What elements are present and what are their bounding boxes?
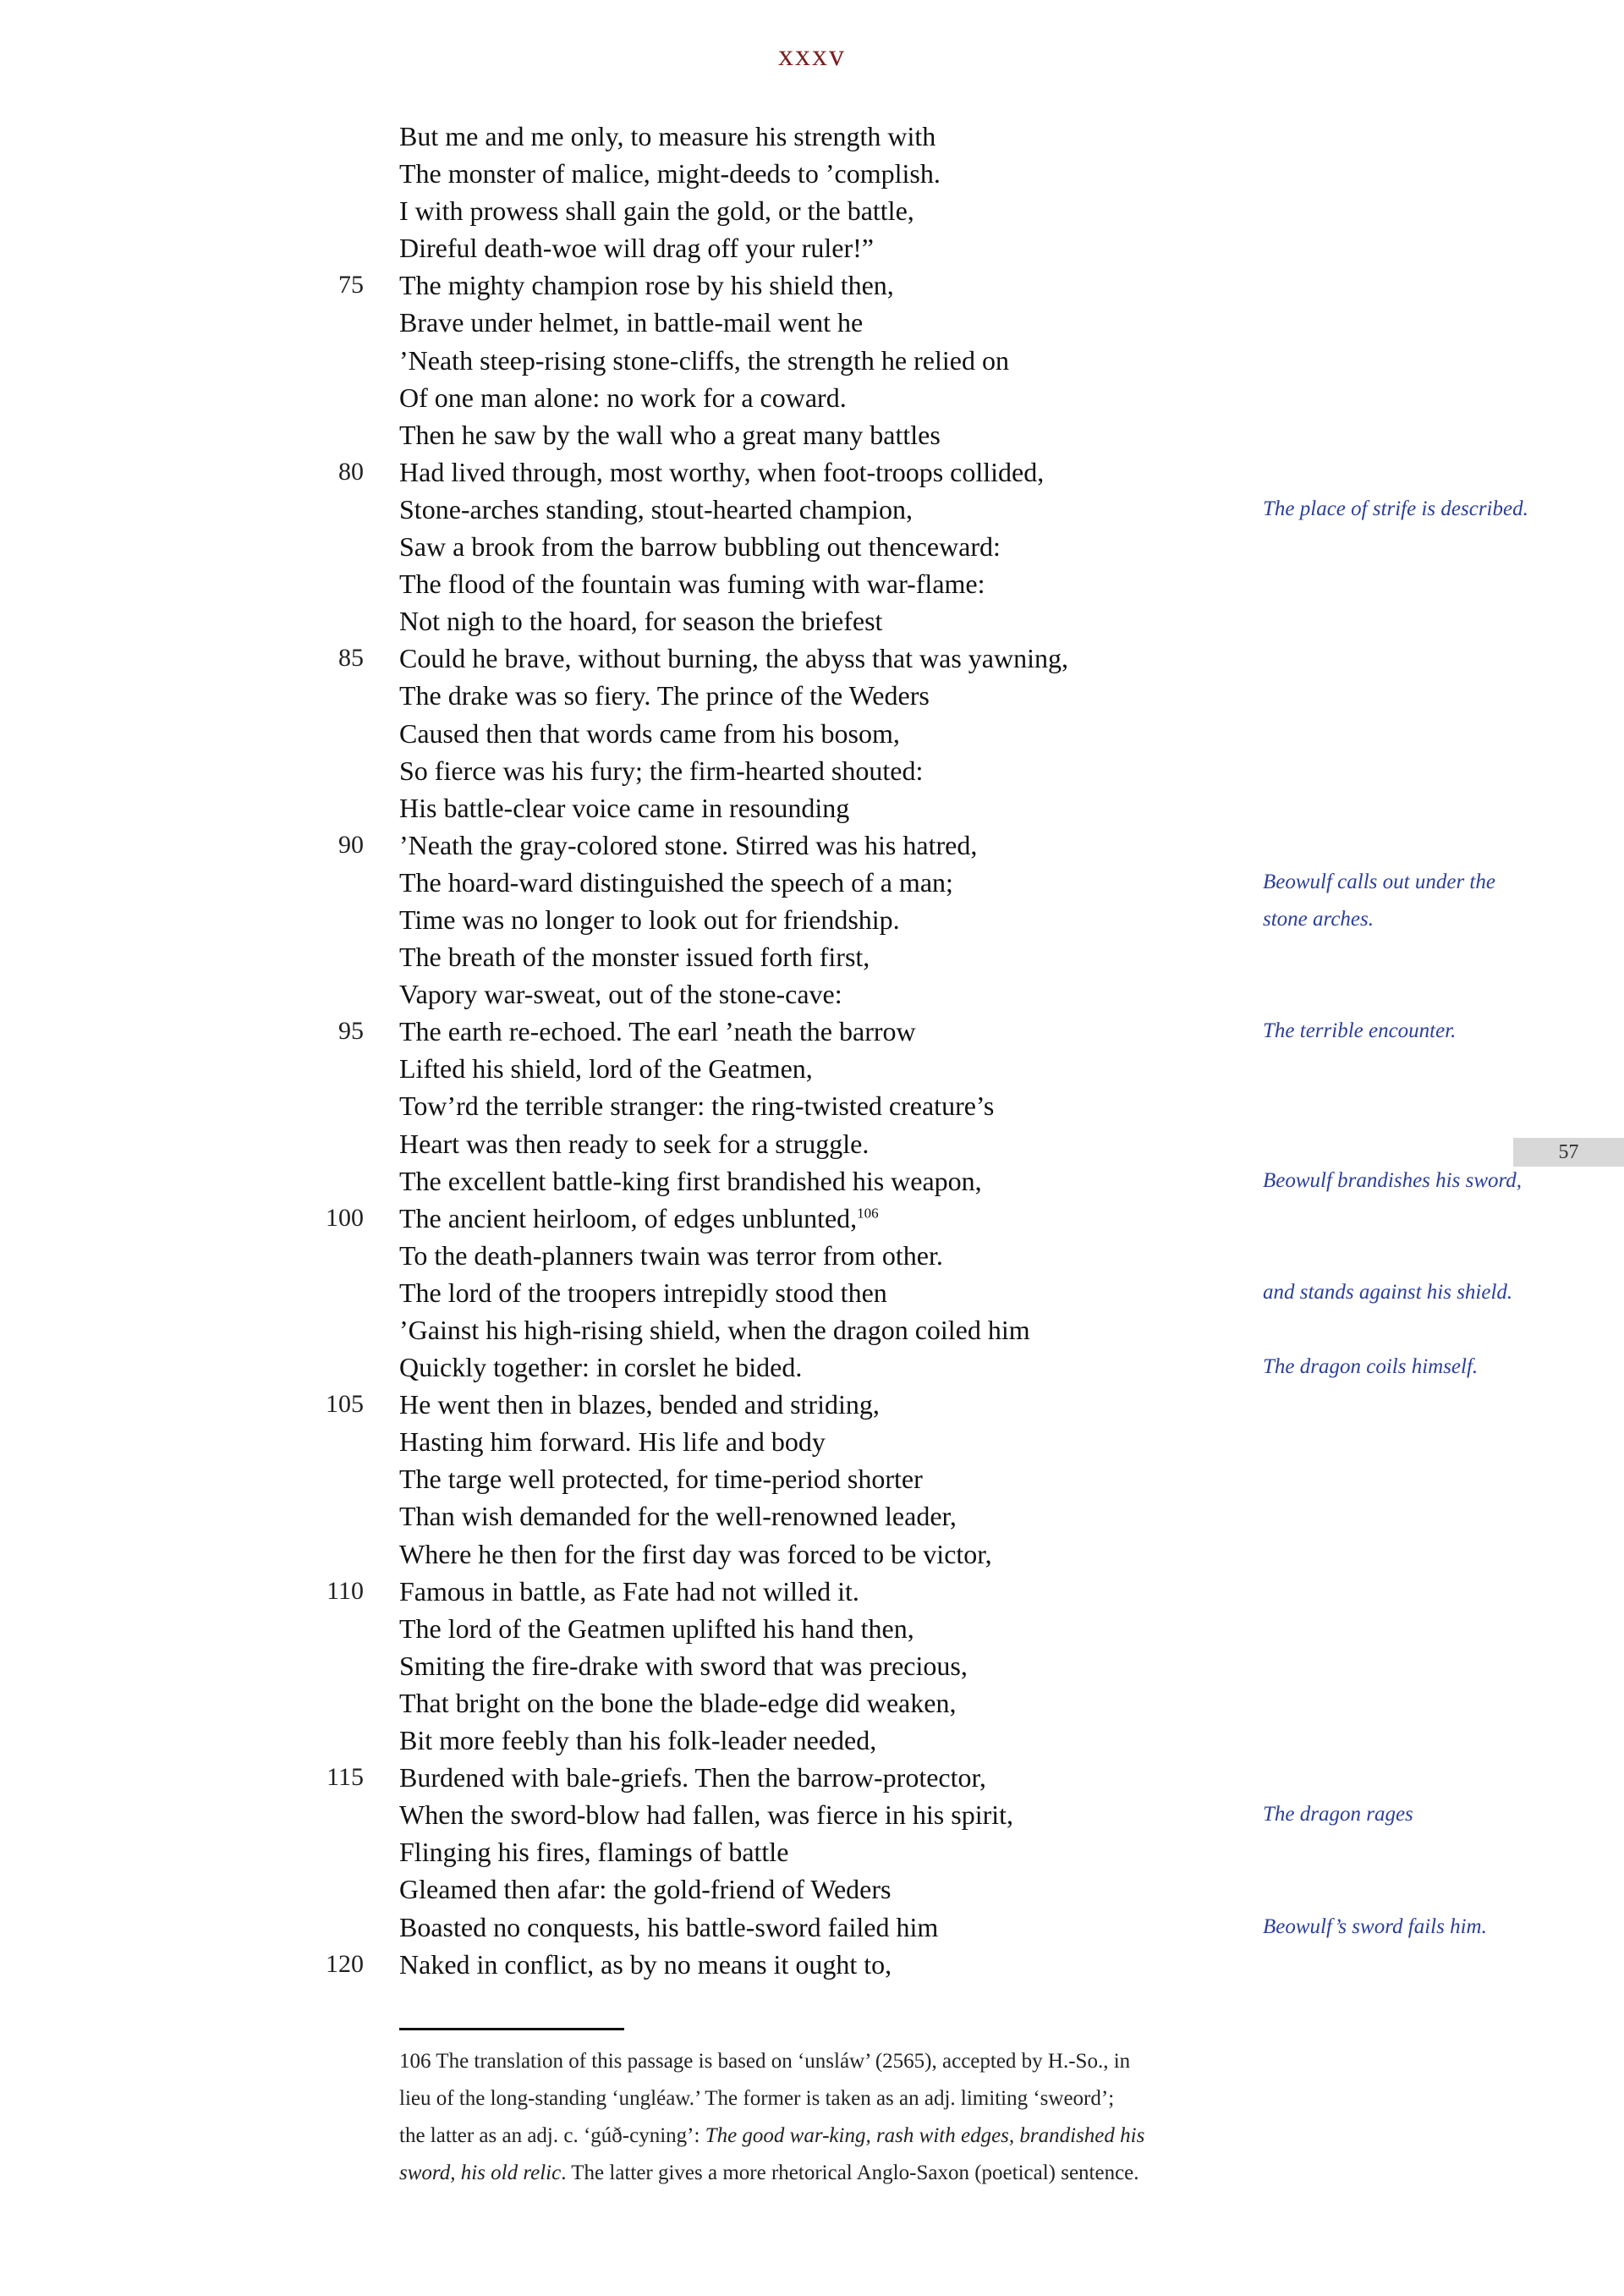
line-text (399, 1162, 982, 1200)
line-number: 85 (338, 644, 364, 673)
line-text (399, 677, 930, 714)
line-text-content: Gleamed then afar: the gold-friend of Weders (399, 1874, 892, 1905)
line-text-content: Than wish demanded for the well-renowned leader, (399, 1501, 957, 1532)
line-text (399, 342, 1009, 379)
line-text (399, 1535, 992, 1573)
line-text (399, 1796, 1013, 1833)
margin-note: Beowulf brandishes his sword, (1263, 1168, 1522, 1192)
line-text (399, 453, 1044, 491)
line-number: 110 (326, 1576, 364, 1605)
poem-line (0, 1237, 1624, 1274)
line-text (399, 565, 985, 602)
margin-note: The dragon rages (1263, 1803, 1413, 1826)
margin-note: and stands against his shield. (1263, 1280, 1513, 1304)
poem-line (0, 1013, 1624, 1050)
line-text (399, 118, 935, 155)
poem-line (0, 229, 1624, 266)
poem-line (0, 1311, 1624, 1348)
line-text (399, 1460, 923, 1497)
line-text-content: ’Neath the gray-colored stone. Stirred was his hatred, (399, 829, 978, 860)
line-text-content: ’Gainst his high-rising shield, when the dragon coiled him (399, 1315, 1030, 1345)
footnote-line-1: 106 The translation of this passage is based on ‘unsláw’ (2565), accepted by H.-So., in (399, 2050, 1131, 2073)
poem-line (0, 1087, 1624, 1124)
line-text (399, 901, 900, 938)
poem-line (0, 1125, 1624, 1162)
line-text (399, 304, 863, 341)
line-text (399, 1200, 879, 1237)
page-number-tab: 57 (1513, 1138, 1624, 1167)
footnote-reference[interactable]: 106 (857, 1205, 879, 1222)
line-number: 95 (338, 1017, 364, 1046)
poem-line (0, 379, 1624, 416)
poem-line (0, 416, 1624, 453)
line-text (399, 1497, 957, 1535)
line-text (399, 1684, 956, 1722)
poem-line (0, 1386, 1624, 1423)
line-text-content: Lifted his shield, lord of the Geatmen, (399, 1053, 813, 1085)
line-text (399, 1386, 880, 1423)
line-text-content: Heart was then ready to seek for a struggle. (399, 1128, 870, 1159)
poem-line (0, 1050, 1624, 1087)
poem-line (0, 1684, 1624, 1722)
poem-line (0, 1909, 1624, 1946)
footnote-line-4 (399, 2155, 1245, 2192)
footnote-line-3-italic: The good war-king, rash with edges, brandished his (705, 2124, 1145, 2147)
line-text-content: So fierce was his fury; the firm-hearted shouted: (399, 755, 924, 786)
poem-line (0, 1535, 1624, 1573)
line-text (399, 528, 1001, 565)
line-text (399, 1647, 968, 1684)
line-text-content: When the sword-blow had fallen, was fierce in his spirit, (399, 1799, 1014, 1831)
line-text (399, 827, 977, 864)
line-text-content: The lord of the Geatmen uplifted his hand then, (399, 1612, 914, 1644)
line-text-content: Saw a brook from the barrow bubbling out thenceward: (399, 531, 1001, 563)
line-text (399, 192, 914, 229)
line-text-content: Of one man alone: no work for a coward. (399, 382, 847, 413)
poem-line (0, 602, 1624, 640)
line-text-content: Quickly together: in corslet he bided. (399, 1352, 803, 1383)
line-text (399, 640, 1068, 677)
line-text-content: Had lived through, most worthy, when foot-troops collided, (399, 456, 1045, 487)
line-text (399, 229, 874, 266)
line-text (399, 789, 849, 827)
poem-line (0, 1573, 1624, 1610)
line-text-content: The ancient heirloom, of edges unblunted, (399, 1202, 858, 1233)
line-text (399, 155, 941, 192)
line-text (399, 1946, 892, 1983)
line-text-content: The monster of malice, might-deeds to ’complish. (399, 158, 941, 190)
line-text-content: The breath of the monster issued forth first, (399, 942, 870, 973)
line-text (399, 602, 882, 640)
poem-line (0, 1274, 1624, 1311)
poem-line (0, 677, 1624, 714)
footnote-line-3 (399, 2117, 1245, 2155)
line-text (399, 1909, 938, 1946)
footnote-line-4-plain: . The latter gives a more rhetorical Anglo-Saxon (poetical) sentence. (561, 2161, 1139, 2184)
poem-line (0, 1162, 1624, 1200)
poem-line (0, 491, 1624, 528)
margin-note: The terrible encounter. (1263, 1019, 1457, 1043)
line-text-content: That bright on the bone the blade-edge did weaken, (399, 1687, 957, 1718)
poem-line (0, 1946, 1624, 1983)
line-text (399, 416, 941, 453)
line-text-content: Not nigh to the hoard, for season the briefest (399, 606, 883, 637)
line-number: 105 (326, 1390, 364, 1419)
poem-line (0, 266, 1624, 304)
line-text (399, 1573, 859, 1610)
poem-body (0, 118, 1624, 1983)
line-text-content: The hoard-ward distinguished the speech of a man; (399, 866, 953, 898)
line-text-content: Direful death-woe will drag off your ruler!” (399, 233, 874, 264)
line-text (399, 1348, 802, 1386)
line-text-content: The flood of the fountain was fuming with war-flame: (399, 569, 985, 600)
line-text-content: Brave under helmet, in battle-mail went he (399, 307, 864, 338)
footnote-line-3-plain: the latter as an adj. c. ‘gúð-cyning’: (399, 2124, 705, 2147)
line-text (399, 1125, 869, 1162)
line-text-content: Tow’rd the terrible stranger: the ring-twisted creature’s (399, 1090, 995, 1122)
line-text-content: The lord of the troopers intrepidly stood then (399, 1277, 887, 1308)
line-text (399, 1722, 876, 1759)
line-text (399, 491, 913, 528)
poem-line (0, 304, 1624, 341)
line-text-content: Time was no longer to look out for friendship. (399, 904, 900, 935)
poem-line (0, 1759, 1624, 1796)
poem-line (0, 1497, 1624, 1535)
poem-line (0, 565, 1624, 602)
line-text-content: ’Neath steep-rising stone-cliffs, the strength he relied on (399, 344, 1009, 376)
poem-line (0, 715, 1624, 752)
line-text-content: To the death-planners twain was terror from other. (399, 1239, 943, 1271)
line-text-content: Hasting him forward. His life and body (399, 1426, 826, 1458)
line-text-content: But me and me only, to measure his strength with (399, 121, 936, 151)
poem-line (0, 975, 1624, 1013)
line-text-content: He went then in blazes, bended and striding, (399, 1389, 880, 1420)
line-text (399, 1610, 914, 1647)
line-text-content: The drake was so fiery. The prince of the Weders (399, 680, 930, 711)
line-text (399, 938, 870, 975)
poem-line (0, 342, 1624, 379)
poem-line (0, 155, 1624, 192)
poem-line (0, 789, 1624, 827)
poem-line (0, 1200, 1624, 1237)
line-text-content: Where he then for the first day was forced to be victor, (399, 1538, 992, 1569)
line-text (399, 1237, 943, 1274)
line-text-content: Boasted no conquests, his battle-sword failed him (399, 1911, 939, 1942)
poem-line (0, 1722, 1624, 1759)
poem-line (0, 1796, 1624, 1833)
line-text-content: The excellent battle-king first brandished his weapon, (399, 1165, 982, 1196)
line-text-content: His battle-clear voice came in resounding (399, 792, 850, 823)
poem-line (0, 118, 1624, 155)
line-text (399, 1050, 813, 1087)
line-text-content: Famous in battle, as Fate had not willed it. (399, 1575, 859, 1607)
poem-line (0, 938, 1624, 975)
footnote-line-4-italic: sword, his old relic (399, 2161, 562, 2184)
page-header-roman-numeral: xxxv (778, 38, 846, 72)
line-text-content: Burdened with bale-griefs. Then the barrow-protector, (399, 1762, 986, 1793)
line-text-content: Then he saw by the wall who a great many battles (399, 419, 941, 450)
line-text (399, 379, 847, 416)
line-text-content: Flinging his fires, flamings of battle (399, 1837, 789, 1868)
poem-line (0, 752, 1624, 789)
poem-line (0, 640, 1624, 677)
line-text-content: Naked in conflict, as by no means it ought to, (399, 1948, 892, 1980)
line-text (399, 1087, 994, 1124)
line-text (399, 1870, 891, 1908)
line-number: 75 (338, 271, 364, 299)
line-number: 90 (338, 830, 364, 859)
line-number: 100 (326, 1203, 364, 1232)
line-text-content: Smiting the fire-drake with sword that was precious, (399, 1650, 968, 1681)
line-text-content: Stone-arches standing, stout-hearted champion, (399, 493, 913, 525)
poem-line (0, 1870, 1624, 1908)
poem-line (0, 528, 1624, 565)
line-text-content: Could he brave, without burning, the abyss that was yawning, (399, 643, 1068, 674)
margin-note: stone arches. (1263, 907, 1374, 931)
margin-note: Beowulf’s sword fails him. (1263, 1914, 1487, 1938)
poem-line (0, 1423, 1624, 1460)
poem-line (0, 1348, 1624, 1386)
line-text-content: Caused then that words came from his bosom, (399, 717, 900, 749)
poem-line (0, 1647, 1624, 1684)
line-text-content: The earth re-echoed. The earl ’neath the barrow (399, 1016, 916, 1047)
line-text-content: Vapory war-sweat, out of the stone-cave: (399, 979, 842, 1010)
line-text (399, 1311, 1030, 1348)
footnote-line-2: lieu of the long-standing ‘ungléaw.’ The former is taken as an adj. limiting ‘sweord’; (399, 2087, 1115, 2110)
poem-line (0, 864, 1624, 901)
line-text-content: Bit more feebly than his folk-leader needed, (399, 1725, 877, 1756)
line-text (399, 1423, 826, 1460)
line-text (399, 864, 953, 901)
footnote-divider (399, 2028, 624, 2030)
poem-line (0, 827, 1624, 864)
poem-line (0, 192, 1624, 229)
line-number: 80 (338, 457, 364, 486)
line-text-content: The mighty champion rose by his shield then, (399, 270, 894, 301)
line-text (399, 1013, 916, 1050)
footnote (399, 2043, 1245, 2192)
line-number: 120 (326, 1949, 364, 1978)
line-number: 115 (326, 1763, 364, 1792)
line-text (399, 752, 923, 789)
margin-note: Beowulf calls out under the (1263, 870, 1495, 893)
margin-note: The dragon coils himself. (1263, 1355, 1479, 1379)
line-text (399, 1833, 788, 1870)
poem-line (0, 453, 1624, 491)
margin-note: The place of strife is described. (1263, 497, 1528, 520)
line-text (399, 1274, 887, 1311)
poem-line (0, 1460, 1624, 1497)
line-text (399, 266, 894, 304)
line-text (399, 975, 842, 1013)
poem-line (0, 1833, 1624, 1870)
poem-line (0, 901, 1624, 938)
line-text (399, 1759, 986, 1796)
line-text (399, 715, 900, 752)
line-text-content: I with prowess shall gain the gold, or the battle, (399, 195, 914, 227)
line-text-content: The targe well protected, for time-period shorter (399, 1464, 923, 1495)
poem-line (0, 1610, 1624, 1647)
